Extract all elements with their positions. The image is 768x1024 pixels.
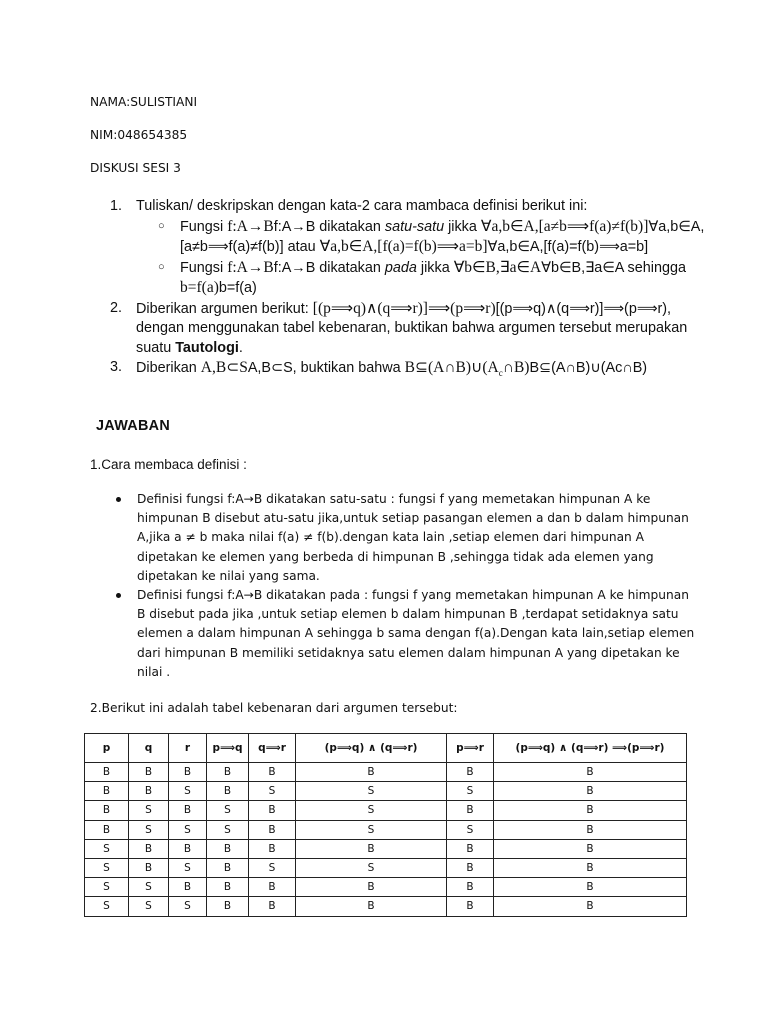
student-id: NIM:048654385 (90, 128, 188, 142)
column-header: p⟹q (207, 734, 249, 763)
column-header: p (85, 734, 129, 763)
text-part: A,B⊂S, buktikan bahwa (247, 360, 405, 376)
table-cell: B (249, 820, 296, 839)
table-cell: B (207, 782, 249, 801)
table-cell: B (494, 801, 687, 820)
table-cell: B (129, 839, 169, 858)
table-cell: B (447, 878, 494, 897)
table-cell: S (296, 782, 447, 801)
table-cell: S (249, 782, 296, 801)
table-cell: S (85, 858, 129, 877)
table-cell: B (249, 839, 296, 858)
table-cell: S (169, 858, 207, 877)
text-part: B⊆(A∩B)∪(Ac∩B) (529, 360, 648, 376)
bullet-icon (116, 593, 121, 598)
table-cell: B (296, 897, 447, 916)
table-cell: B (494, 897, 687, 916)
table-cell: B (169, 839, 207, 858)
table-cell: B (249, 897, 296, 916)
question-1 (110, 197, 710, 217)
table-cell: B (494, 820, 687, 839)
math-expression: f:A→B (227, 217, 274, 235)
question-number: 3. (110, 359, 123, 375)
table-cell: B (249, 801, 296, 820)
list-item (116, 490, 696, 586)
table-cell: B (447, 801, 494, 820)
question-1-text: Tuliskan/ deskripskan dengan kata-2 cara mambaca definisi berikut ini: (136, 198, 588, 214)
table-cell: B (296, 763, 447, 782)
table-row (85, 763, 687, 782)
text-part: ∀a,b∈A,[a≠b⟹f(a)≠f(b)] atau (180, 218, 705, 255)
text-part: . (238, 339, 243, 356)
table-cell: S (169, 782, 207, 801)
table-cell: B (447, 897, 494, 916)
question-list (110, 197, 710, 383)
column-header: (p⟹q) ∧ (q⟹r) ⟹(p⟹r) (494, 734, 687, 763)
definition-list (116, 490, 696, 682)
circle-bullet-icon: ○ (158, 260, 165, 273)
table-cell: B (249, 763, 296, 782)
text-part: Fungsi (180, 218, 228, 235)
math-expression: ∩B) (502, 359, 530, 376)
table-cell: B (447, 839, 494, 858)
session-title: DISKUSI SESI 3 (90, 161, 181, 175)
column-header: q⟹r (249, 734, 296, 763)
table-cell: B (494, 782, 687, 801)
emphasis-term: pada (384, 259, 417, 276)
text-part: Fungsi (180, 259, 228, 276)
table-cell: S (169, 897, 207, 916)
question-2 (110, 299, 710, 359)
table-cell: S (169, 820, 207, 839)
table-cell: B (129, 858, 169, 877)
circle-bullet-icon: ○ (158, 219, 165, 232)
list-item (116, 586, 696, 682)
table-cell: B (85, 782, 129, 801)
table-cell: S (129, 801, 169, 820)
table-row (85, 878, 687, 897)
question-1-item-injective (110, 217, 710, 258)
text-part: ∀b∈B,∃a∈A sehingga (541, 259, 686, 276)
math-subscript: c (498, 367, 503, 378)
table-cell: S (207, 801, 249, 820)
table-row (85, 858, 687, 877)
column-header: (p⟹q) ∧ (q⟹r) (296, 734, 447, 763)
math-expression: [(p⟹q)∧(q⟹r)]⟹(p⟹r) (312, 299, 496, 317)
table-cell: B (494, 858, 687, 877)
table-row (85, 839, 687, 858)
text-part: Diberikan (136, 360, 201, 376)
table-cell: B (129, 782, 169, 801)
table-cell: B (494, 763, 687, 782)
table-cell: S (85, 897, 129, 916)
table-cell: B (207, 839, 249, 858)
column-header: p⟹r (447, 734, 494, 763)
table-cell: S (129, 878, 169, 897)
table-cell: B (494, 839, 687, 858)
table-cell: B (447, 763, 494, 782)
question-1-item-surjective (110, 258, 710, 299)
math-expression: B⊆(A∩B)∪(A (404, 359, 499, 376)
text-part: Diberikan argumen berikut: (136, 300, 313, 317)
answer-heading: JAWABAN (96, 418, 171, 434)
list-item-text: Definisi fungsi f:A→B dikatakan pada : fungsi f yang memetakan himpunan A ke himpunan B disebut pada jika ,untuk setiap elemen b dalam himpunan B ,terdapat setidaknya satu elemen a dalam himpunan A sehingga b sama dengan f(a).Dengan kata lain,setiap elemen dari himpunan B memiliki setidaknya satu elemen dalam himpunan A yang dipetakan ke nilai . (137, 588, 695, 679)
table-cell: B (169, 801, 207, 820)
table-cell: S (296, 801, 447, 820)
text-part: b=f(a) (218, 280, 257, 296)
text-part: jikka (444, 218, 481, 235)
table-cell: B (169, 878, 207, 897)
table-cell: B (169, 763, 207, 782)
emphasis-term: Tautologi (175, 339, 239, 356)
table-row (85, 897, 687, 916)
text-part: ∀a,b∈A,[f(a)=f(b)⟹a=b] (487, 239, 649, 255)
table-header-row (85, 734, 687, 763)
table-cell: S (447, 782, 494, 801)
table-cell: S (296, 858, 447, 877)
question-3 (110, 358, 710, 383)
emphasis-term: satu-satu (384, 218, 445, 235)
answer-2-heading: 2.Berikut ini adalah tabel kebenaran dari argumen tersebut: (90, 701, 458, 715)
table-row (85, 820, 687, 839)
table-cell: B (85, 801, 129, 820)
table-cell: B (129, 763, 169, 782)
truth-table (84, 733, 687, 917)
table-body (85, 763, 687, 917)
table-cell: S (129, 897, 169, 916)
table-cell: B (249, 878, 296, 897)
question-number: 2. (110, 299, 123, 316)
table-cell: S (296, 820, 447, 839)
answer-1-heading: 1.Cara membaca definisi : (90, 457, 247, 472)
text-part: jikka (416, 259, 454, 276)
table-cell: S (447, 820, 494, 839)
table-cell: B (207, 878, 249, 897)
table-cell: B (207, 897, 249, 916)
column-header: r (169, 734, 207, 763)
math-expression: ∀a,b∈A,[f(a)=f(b)⟹a=b] (319, 238, 488, 255)
table-cell: S (85, 878, 129, 897)
table-cell: B (447, 858, 494, 877)
table-cell: S (85, 839, 129, 858)
table-cell: B (207, 858, 249, 877)
student-name: NAMA:SULISTIANI (90, 95, 198, 109)
table-cell: B (85, 763, 129, 782)
table-cell: B (296, 839, 447, 858)
table-cell: B (494, 878, 687, 897)
text-part: [(p⟹q)∧(q⟹r)]⟹(p⟹r), dengan menggunakan tabel kebenaran, buktikan bahwa argumen tersebut merupakan suatu (136, 300, 688, 356)
column-header: q (129, 734, 169, 763)
math-expression: ∀a,b∈A,[a≠b⟹f(a)≠f(b)] (480, 217, 649, 235)
question-number: 1. (110, 198, 123, 214)
list-item-text: Definisi fungsi f:A→B dikatakan satu-satu : fungsi f yang memetakan himpunan A ke himpunan B disebut atu-satu jika,untuk setiap pasangan elemen a dan b dalam himpunan A,jika a ≠ b maka nilai f(a) ≠ f(b).dengan kata lain ,setiap elemen dari himpunan A dipetakan ke elemen yang berbeda di himpunan B ,sehingga tidak ada elemen yang dipetakan ke nilai yang sama. (137, 492, 689, 583)
table-cell: S (249, 858, 296, 877)
text-part: f:A→B dikatakan (273, 218, 385, 235)
table-row (85, 782, 687, 801)
math-expression: f:A→B (227, 258, 274, 276)
table-cell: B (296, 878, 447, 897)
table-cell: S (129, 820, 169, 839)
table-cell: S (207, 820, 249, 839)
bullet-icon (116, 497, 121, 502)
table-cell: B (207, 763, 249, 782)
math-expression: b=f(a) (180, 279, 219, 296)
table-row (85, 801, 687, 820)
math-expression: A,B⊂S (200, 359, 248, 376)
table-cell: B (85, 820, 129, 839)
text-part: f:A→B dikatakan (273, 259, 385, 276)
math-expression: ∀b∈B,∃a∈A (453, 258, 542, 276)
